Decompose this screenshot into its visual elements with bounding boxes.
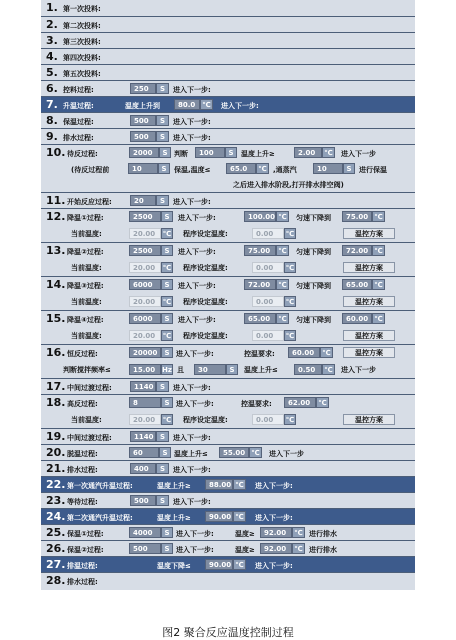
unit-label: S xyxy=(156,463,169,474)
process-step-row xyxy=(41,64,415,80)
unit-label: S xyxy=(161,279,173,290)
unit-label: ℃ xyxy=(285,264,295,272)
judge-text: 判断 xyxy=(174,150,188,158)
process-step-row xyxy=(41,428,415,444)
unit-label: S xyxy=(161,313,173,324)
step-label: 保温①过程: xyxy=(67,530,104,538)
next-step-text: 进入下一步: xyxy=(173,134,211,142)
note-text: 之后进入排水阶段,打开排水排空阀) xyxy=(233,181,344,189)
unit-label: ℃ xyxy=(162,298,172,306)
next-step-text: 进入下一步: xyxy=(173,434,211,442)
step-number: 17. xyxy=(46,380,66,393)
step-number: 12. xyxy=(46,210,66,223)
temperature-input[interactable]: 60.00 xyxy=(342,313,372,324)
setpoint-label: 程序设定温度: xyxy=(183,332,228,340)
condition-text: 温度上升≤ xyxy=(174,450,208,458)
step-label: 排水过程: xyxy=(67,578,98,586)
step-label: 第二次投料: xyxy=(63,22,101,30)
process-step-row xyxy=(41,48,415,64)
setpoint-value: 0.00 xyxy=(252,262,284,273)
duration-input[interactable]: 1140 xyxy=(130,381,156,392)
step-number: 15. xyxy=(46,312,66,325)
duration-input[interactable]: 2000 xyxy=(129,147,159,158)
step-number: 2. xyxy=(46,18,58,31)
process-step-row xyxy=(41,112,415,128)
process-step-row xyxy=(41,276,415,310)
step-number: 4. xyxy=(46,50,58,63)
temperature-input[interactable]: 65.00 xyxy=(244,313,276,324)
unit-label: ℃ xyxy=(292,527,305,538)
drain-text: 进行排水 xyxy=(309,546,337,554)
setpoint-value: 0.00 xyxy=(252,414,284,425)
process-step-row xyxy=(41,144,415,192)
current-temp-value: 20.00 xyxy=(129,228,161,239)
next-step-text: 进入下一步: xyxy=(178,248,216,256)
next-step-text: 进入下一步: xyxy=(178,282,216,290)
step-number: 1. xyxy=(46,1,58,14)
step-number: 21. xyxy=(46,462,66,475)
temperature-input[interactable]: 92.00 xyxy=(260,527,292,538)
step-number: 25. xyxy=(46,526,66,539)
unit-label: ℃ xyxy=(249,447,262,458)
step-number: 23. xyxy=(46,494,66,507)
next-step-text: 进入下一步: xyxy=(178,214,216,222)
next-step-text: 进入下一步: xyxy=(255,514,293,522)
process-step-row xyxy=(41,444,415,460)
process-step-row xyxy=(41,572,415,590)
temp-control-button[interactable]: 温控方案 xyxy=(343,347,395,358)
temperature-input[interactable]: 75.00 xyxy=(342,211,372,222)
and-text: 且 xyxy=(177,366,184,374)
duration-input[interactable]: 500 xyxy=(129,543,161,554)
step-number: 8. xyxy=(46,114,58,127)
temperature-input[interactable]: 60.00 xyxy=(288,347,320,358)
stir-judge-label: 判断搅拌频率≤ xyxy=(63,366,111,374)
condition-text: 温度≥ xyxy=(235,530,255,538)
step-number: 7. xyxy=(46,98,58,111)
temperature-input[interactable]: 62.00 xyxy=(284,397,316,408)
step-label: 等待过程: xyxy=(67,498,98,506)
note-text: 进行保温 xyxy=(359,166,387,174)
process-step-row xyxy=(41,32,415,48)
step-number: 11. xyxy=(46,194,66,207)
step-label: 高反过程: xyxy=(67,400,98,408)
step-number: 14. xyxy=(46,278,66,291)
setpoint-label: 程序设定温度: xyxy=(183,264,228,272)
unit-label: S xyxy=(161,245,173,256)
step-number: 22. xyxy=(46,478,66,491)
temperature-input[interactable]: 72.00 xyxy=(244,279,276,290)
setpoint-label: 程序设定温度: xyxy=(183,416,228,424)
next-step-text: 进入下一步: xyxy=(173,86,211,94)
unit-label: S xyxy=(156,131,169,142)
unit-label: S xyxy=(156,195,169,206)
duration-input[interactable]: 500 xyxy=(130,495,156,506)
step-label: 降温②过程: xyxy=(67,248,104,256)
unit-label: ℃ xyxy=(322,147,335,158)
step-number: 19. xyxy=(46,430,66,443)
unit-label: S xyxy=(225,147,237,158)
step-label: 降温③过程: xyxy=(67,282,104,290)
step-label: 开始反应过程: xyxy=(67,198,112,206)
next-step-text: 进入下一步: xyxy=(173,198,211,206)
current-temp-value: 20.00 xyxy=(129,262,161,273)
duration-input[interactable]: 20000 xyxy=(129,347,161,358)
duration-input[interactable]: 400 xyxy=(130,463,156,474)
step-label: 排温过程: xyxy=(67,562,98,570)
next-step-text: 进入下一步: xyxy=(173,498,211,506)
setpoint-label: 程序设定温度: xyxy=(183,230,228,238)
process-step-row xyxy=(41,524,415,540)
condition-text: 温度上升到 xyxy=(125,102,160,110)
step-number: 6. xyxy=(46,82,58,95)
setpoint-value: 0.00 xyxy=(252,296,284,307)
unit-label: ℃ xyxy=(322,364,335,375)
step-label: 恒反过程: xyxy=(67,350,98,358)
duration-input[interactable]: 8 xyxy=(129,397,161,408)
unit-label: ℃ xyxy=(372,313,385,324)
duration-input[interactable]: 4000 xyxy=(129,527,161,538)
control-req-label: 控温要求: xyxy=(244,350,275,358)
step-number: 27. xyxy=(46,558,66,571)
process-step-row xyxy=(41,540,415,556)
process-step-row xyxy=(41,508,415,524)
ramp-text: 匀速下降到 xyxy=(296,316,331,324)
duration-input[interactable]: 10 xyxy=(128,163,158,174)
duration-input[interactable]: 1140 xyxy=(130,431,156,442)
step-number: 5. xyxy=(46,66,58,79)
temp-control-button[interactable]: 温控方案 xyxy=(343,296,395,307)
current-temp-label: 当前温度: xyxy=(71,298,102,306)
unit-label: ℃ xyxy=(256,163,269,174)
process-step-row xyxy=(41,96,415,112)
step-label: 排水过程: xyxy=(67,466,98,474)
temperature-input[interactable]: 88.00 xyxy=(205,479,233,490)
unit-label: S xyxy=(343,163,355,174)
process-step-row xyxy=(41,476,415,492)
condition-text: 温度下降≤ xyxy=(157,562,191,570)
setpoint-value: 0.00 xyxy=(252,330,284,341)
current-temp-label: 当前温度: xyxy=(71,230,102,238)
next-step-text: 进入下一步: xyxy=(221,102,259,110)
step-label: 控料过程: xyxy=(63,86,94,94)
condition-text: 温度上升≥ xyxy=(241,150,275,158)
temperature-input[interactable]: 0.50 xyxy=(294,364,322,375)
process-step-row xyxy=(41,310,415,344)
condition-text: 温度上升≤ xyxy=(244,366,278,374)
next-step-text: 进入下一步 xyxy=(269,450,304,458)
duration-input[interactable]: 250 xyxy=(130,83,156,94)
next-step-text: 进入下一步: xyxy=(176,400,214,408)
unit-label: S xyxy=(156,495,169,506)
process-step-row xyxy=(41,378,415,394)
unit-label: ℃ xyxy=(162,416,172,424)
step-number: 9. xyxy=(46,130,58,143)
process-step-row xyxy=(41,394,415,428)
next-step-text: 进入下一步 xyxy=(341,150,376,158)
next-step-text: 进入下一步: xyxy=(178,316,216,324)
unit-label: ℃ xyxy=(233,559,246,570)
temperature-input[interactable]: 2.00 xyxy=(294,147,322,158)
temperature-input[interactable]: 100.00 xyxy=(244,211,276,222)
control-req-label: 控温要求: xyxy=(241,400,272,408)
current-temp-label: 当前温度: xyxy=(71,264,102,272)
temp-control-button[interactable]: 温控方案 xyxy=(343,414,395,425)
step-label: 中间过渡过程: xyxy=(67,384,112,392)
temp-control-button[interactable]: 温控方案 xyxy=(343,228,395,239)
next-step-text: 进入下一步: xyxy=(173,466,211,474)
current-temp-value: 20.00 xyxy=(129,414,161,425)
process-step-row xyxy=(41,556,415,572)
temperature-input[interactable]: 90.00 xyxy=(205,511,233,522)
next-step-text: 进入下一步: xyxy=(176,530,214,538)
unit-label: S xyxy=(156,431,169,442)
note-text: 保温,温度≤ xyxy=(174,166,211,174)
unit-label: ℃ xyxy=(372,279,385,290)
duration-input[interactable]: 20 xyxy=(130,195,156,206)
step-number: 10. xyxy=(46,146,66,159)
next-step-text: 进入下一步: xyxy=(255,562,293,570)
current-temp-value: 20.00 xyxy=(129,296,161,307)
next-step-text: 进入下一步: xyxy=(176,350,214,358)
unit-label: ℃ xyxy=(285,416,295,424)
step-number: 3. xyxy=(46,34,58,47)
process-step-row xyxy=(41,460,415,476)
temperature-input[interactable]: 65.00 xyxy=(342,279,372,290)
unit-label: ℃ xyxy=(233,511,246,522)
step-label: 降温④过程: xyxy=(67,316,104,324)
unit-label: ℃ xyxy=(372,211,385,222)
process-step-row xyxy=(41,208,415,242)
setpoint-label: 程序设定温度: xyxy=(183,298,228,306)
unit-label: S xyxy=(161,527,173,538)
step-number: 24. xyxy=(46,510,66,523)
unit-label: Hz xyxy=(162,366,172,374)
step-label: 第一次通汽升温过程: xyxy=(67,482,133,490)
current-temp-label: 当前温度: xyxy=(71,416,102,424)
step-label: 第二次通汽升温过程: xyxy=(67,514,133,522)
unit-label: S xyxy=(158,163,170,174)
next-step-text: 进入下一步: xyxy=(173,384,211,392)
condition-text: 温度≥ xyxy=(235,546,255,554)
condition-text: 温度上升≥ xyxy=(157,482,191,490)
unit-label: ℃ xyxy=(372,245,385,256)
step-label: 排水过程: xyxy=(63,134,94,142)
temperature-input[interactable]: 65.0 xyxy=(226,163,256,174)
unit-label: ℃ xyxy=(285,230,295,238)
process-step-row xyxy=(41,16,415,32)
step-number: 28. xyxy=(46,574,66,587)
step-label: 第三次投料: xyxy=(63,38,101,46)
step-label: 升温过程: xyxy=(63,102,94,110)
duration-input[interactable]: 500 xyxy=(130,131,156,142)
ramp-text: 匀速下降到 xyxy=(296,282,331,290)
process-step-row xyxy=(41,80,415,96)
duration-input[interactable]: 100 xyxy=(195,147,225,158)
figure-caption: 图2 聚合反应温度控制过程 xyxy=(162,626,294,639)
temperature-input[interactable]: 72.00 xyxy=(342,245,372,256)
unit-label: ℃ xyxy=(320,347,333,358)
drain-text: 进行排水 xyxy=(309,530,337,538)
duration-input[interactable]: 6000 xyxy=(129,279,161,290)
unit-label: ℃ xyxy=(285,332,295,340)
step-label: 降温①过程: xyxy=(67,214,104,222)
step-number: 18. xyxy=(46,396,66,409)
ramp-text: 匀速下降到 xyxy=(296,214,331,222)
step-number: 13. xyxy=(46,244,66,257)
temperature-input[interactable]: 90.00 xyxy=(205,559,233,570)
current-temp-value: 20.00 xyxy=(129,330,161,341)
duration-input[interactable]: 30 xyxy=(194,364,226,375)
current-temp-label: 当前温度: xyxy=(71,332,102,340)
process-step-row xyxy=(41,192,415,208)
unit-label: S xyxy=(156,115,169,126)
unit-label: ℃ xyxy=(276,279,289,290)
temperature-input[interactable]: 75.00 xyxy=(244,245,276,256)
unit-label: ℃ xyxy=(316,397,329,408)
process-step-row xyxy=(41,128,415,144)
duration-input[interactable]: 6000 xyxy=(129,313,161,324)
unit-label: S xyxy=(159,447,171,458)
process-step-row xyxy=(41,0,415,16)
unit-label: ℃ xyxy=(162,264,172,272)
step-label: 中间过渡过程: xyxy=(67,434,112,442)
unit-label: ℃ xyxy=(276,211,289,222)
process-step-row xyxy=(41,492,415,508)
unit-label: S xyxy=(226,364,238,375)
setpoint-value: 0.00 xyxy=(252,228,284,239)
unit-label: S xyxy=(161,543,173,554)
step-label: 保温②过程: xyxy=(67,546,104,554)
unit-label: S xyxy=(161,397,173,408)
step-number: 16. xyxy=(46,346,66,359)
temperature-input[interactable]: 55.00 xyxy=(219,447,249,458)
note-text: ,通蒸汽 xyxy=(273,166,297,174)
step-label: 第一次投料: xyxy=(63,5,101,13)
unit-label: ℃ xyxy=(285,298,295,306)
next-step-text: 进入下一步: xyxy=(176,546,214,554)
unit-label: S xyxy=(156,83,169,94)
unit-label: ℃ xyxy=(276,245,289,256)
note-text: (待反过程前 xyxy=(71,166,110,174)
frequency-input[interactable]: 15.00 xyxy=(129,364,161,375)
unit-label: S xyxy=(156,381,169,392)
unit-label: S xyxy=(159,147,171,158)
process-control-panel xyxy=(41,0,415,622)
ramp-text: 匀速下降到 xyxy=(296,248,331,256)
step-number: 20. xyxy=(46,446,66,459)
step-label: 脱温过程: xyxy=(67,450,98,458)
duration-input[interactable]: 10 xyxy=(313,163,343,174)
next-step-text: 进入下一步 xyxy=(341,366,376,374)
step-label: 待反过程: xyxy=(67,150,98,158)
process-step-row xyxy=(41,344,415,378)
unit-label: S xyxy=(161,211,173,222)
duration-input[interactable]: 500 xyxy=(130,115,156,126)
duration-input[interactable]: 2500 xyxy=(129,245,161,256)
step-label: 第五次投料: xyxy=(63,70,101,78)
next-step-text: 进入下一步: xyxy=(173,118,211,126)
unit-label: ℃ xyxy=(276,313,289,324)
unit-label: S xyxy=(161,347,173,358)
next-step-text: 进入下一步: xyxy=(255,482,293,490)
temp-control-button[interactable]: 温控方案 xyxy=(343,330,395,341)
unit-label: ℃ xyxy=(233,479,246,490)
step-number: 26. xyxy=(46,542,66,555)
step-label: 第四次投料: xyxy=(63,54,101,62)
unit-label: ℃ xyxy=(292,543,305,554)
unit-label: ℃ xyxy=(200,99,213,110)
temperature-input[interactable]: 80.0 xyxy=(174,99,200,110)
duration-input[interactable]: 60 xyxy=(129,447,159,458)
unit-label: ℃ xyxy=(162,230,172,238)
process-step-row xyxy=(41,242,415,276)
duration-input[interactable]: 2500 xyxy=(129,211,161,222)
temp-control-button[interactable]: 温控方案 xyxy=(343,262,395,273)
condition-text: 温度上升≥ xyxy=(157,514,191,522)
unit-label: ℃ xyxy=(162,332,172,340)
temperature-input[interactable]: 92.00 xyxy=(260,543,292,554)
step-label: 保温过程: xyxy=(63,118,94,126)
